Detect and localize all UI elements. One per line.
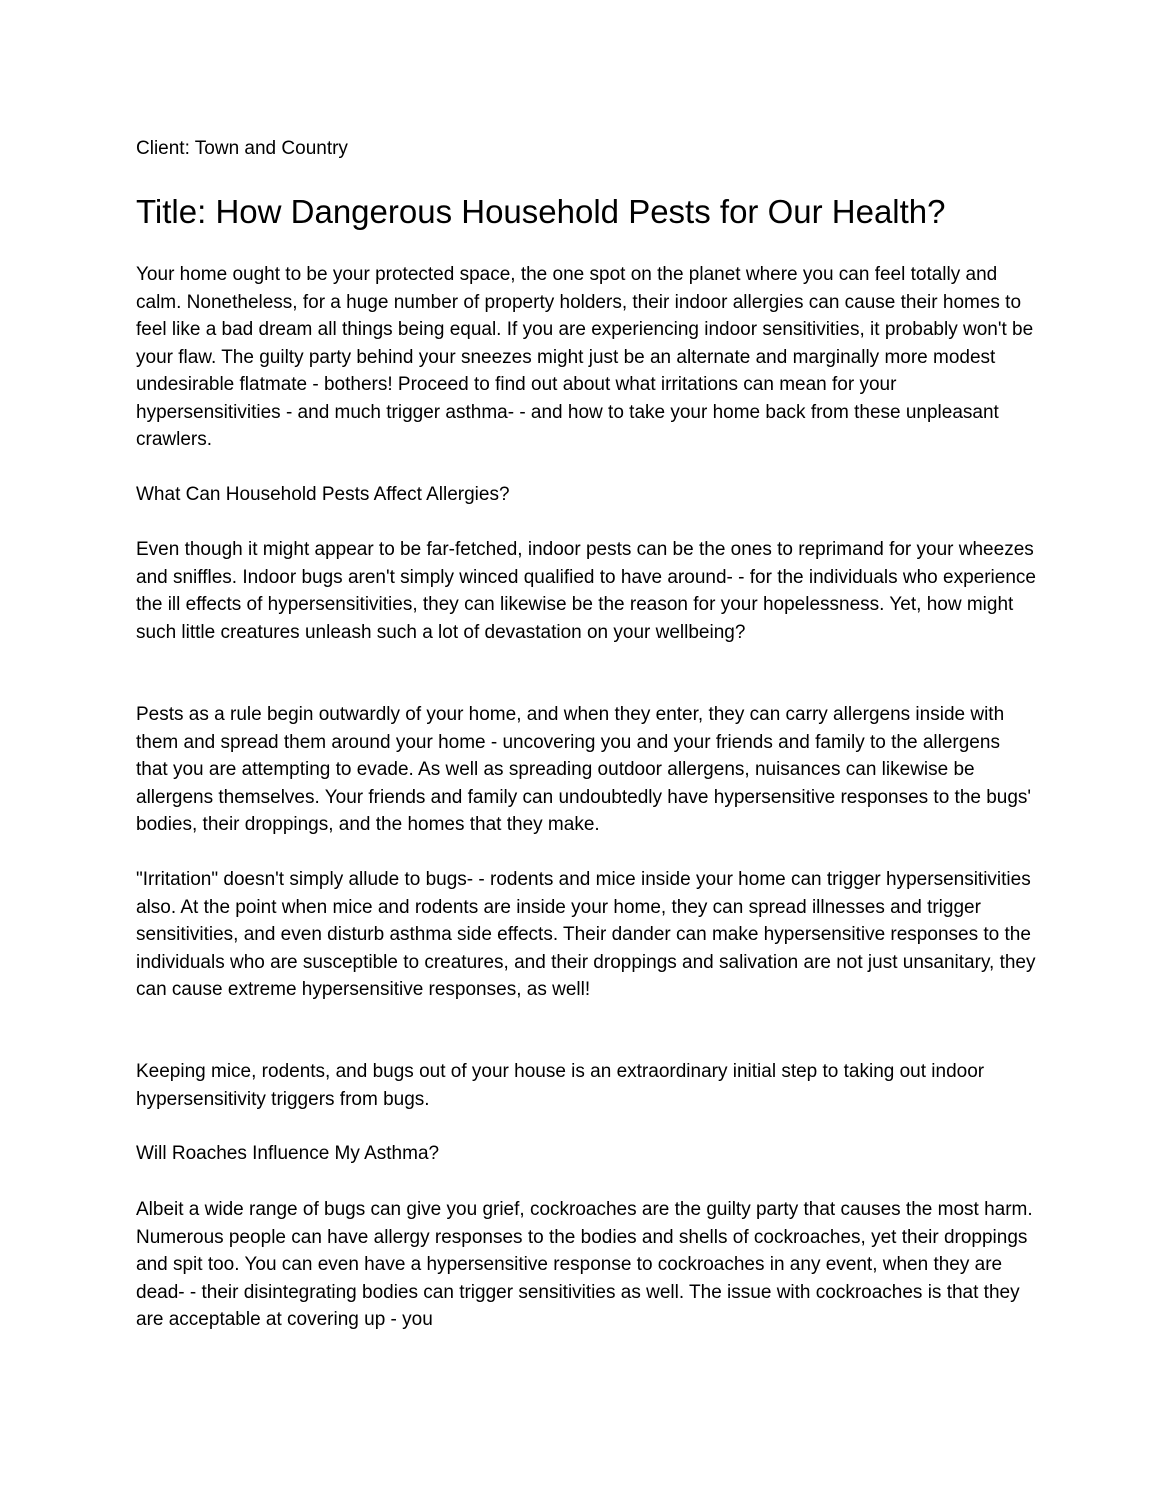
- paragraph-keeping-mice-out: Keeping mice, rodents, and bugs out of your house is an extraordinary initial step to taking out indoor hypersensitivity triggers from bugs.: [136, 1061, 985, 1110]
- paragraph-cockroaches: Albeit a wide range of bugs can give you grief, cockroaches are the guilty party that causes the most harm. Numerous people can have allergy responses to the bodies and shells of cockroaches, yet their droppings and spit too. You can even have a hypersensitive response to cockroaches in any event, when they are dead- - their disintegrating bodies can trigger sensitivities as well. The issue with cockroaches is that they are acceptable at covering up - you: [136, 1199, 1033, 1330]
- paragraph-irritation-rodents: "Irritation" doesn't simply allude to bugs- - rodents and mice inside your home can trigger hypersensitivities also. At the point when mice and rodents are inside your home, they can spread illnesses and trigger sensitivities, and even disturb asthma side effects. Their dander can make hypersensitive responses to the individuals who are susceptible to creatures, and their droppings and salivation are not just unsanitary, they can cause extreme hypersensitive responses, as well!: [136, 869, 1036, 1000]
- client-line: Client: Town and Country: [136, 138, 348, 159]
- paragraph-pests-outwardly: Pests as a rule begin outwardly of your home, and when they enter, they can carry allergens inside with them and spread them around your home - uncovering you and your friends and family to the allergens that you are attempting to evade. As well as spreading outdoor allergens, nuisances can likewise be allergens themselves. Your friends and family can undoubtedly have hypersensitive responses to the bugs' bodies, their droppings, and the homes that they make.: [136, 704, 1032, 835]
- section-heading-roaches: Will Roaches Influence My Asthma?: [136, 1143, 440, 1164]
- section-heading-allergies: What Can Household Pests Affect Allergies?: [136, 484, 510, 505]
- paragraph-pests-reprimand: Even though it might appear to be far-fetched, indoor pests can be the ones to reprimand for your wheezes and sniffles. Indoor bugs aren't simply winced qualified to have around- - for the individuals who experience the ill effects of hypersensitivities, they can likewise be the reason for your hopelessness. Yet, how might such little creatures unleash such a lot of devastation on your wellbeing?: [136, 539, 1036, 643]
- document-title: Title: How Dangerous Household Pests for Our Health?: [136, 193, 946, 230]
- intro-paragraph: Your home ought to be your protected space, the one spot on the planet where you can feel totally and calm. Nonetheless, for a huge number of property holders, their indoor allergies can cause their homes to feel like a bad dream all things being equal. If you are experiencing indoor sensitivities, it probably won't be your flaw. The guilty party behind your sneezes might just be an alternate and marginally more modest undesirable flatmate - bothers! Proceed to find out about what irritations can mean for your hypersensitivities - and much trigger asthma- - and how to take your home back from these unpleasant crawlers.: [136, 264, 1034, 450]
